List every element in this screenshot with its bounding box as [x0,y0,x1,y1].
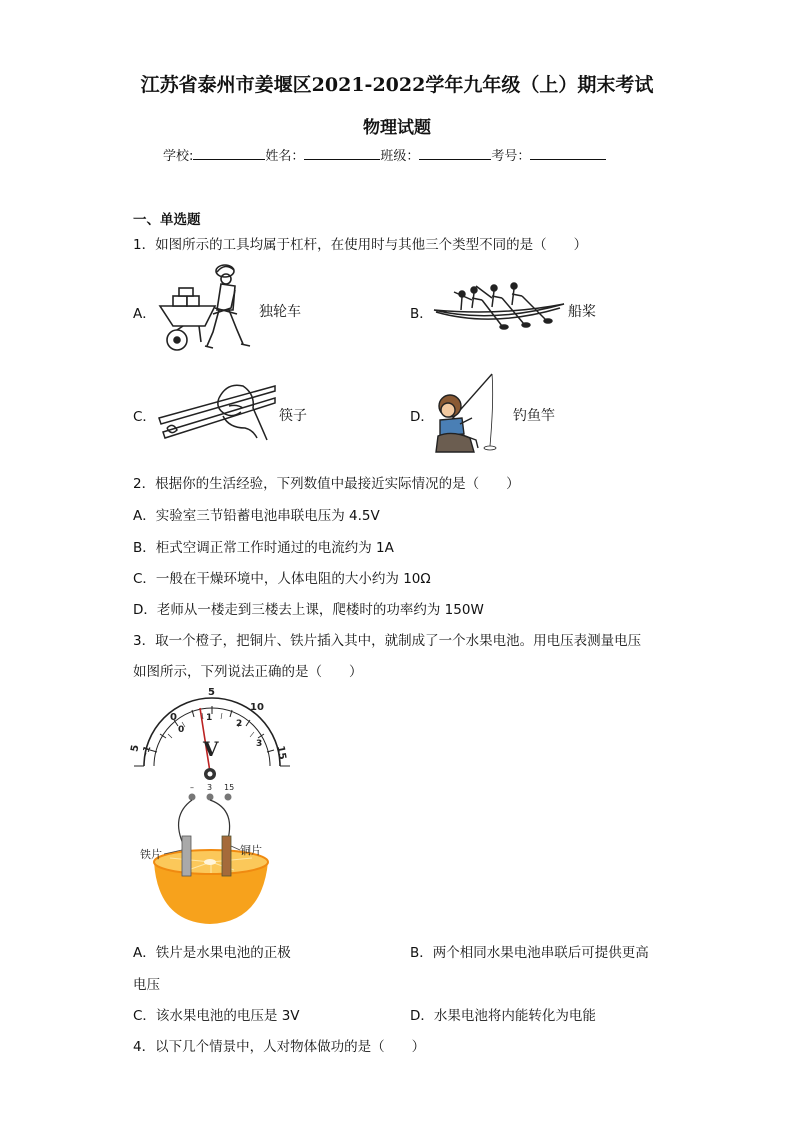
name-label: 姓名： [265,149,305,164]
school-blank[interactable] [193,147,265,160]
q2-option-d[interactable]: D．老师从一楼走到三楼去上课，爬楼时的功率约为 150W [133,602,484,618]
page-subtitle: 物理试题 [363,118,431,138]
q2-option-c[interactable]: C．一般在干燥环境中，人体电阻的大小约为 10Ω [133,571,431,587]
q1-option-b-label: 船桨 [568,304,596,320]
end-label-right: 15 [274,745,288,761]
meter-symbol: V [203,737,219,761]
scale-top-5: 5 [208,687,215,698]
wheelbarrow-image [155,262,260,357]
fruit-battery-figure [130,686,295,931]
q3-option-b[interactable]: B．两个相同水果电池串联后可提供更高 [410,945,649,961]
q2-option-b[interactable]: B．柜式空调正常工作时通过的电流约为 1A [133,540,394,556]
exam-no-label: 考号： [491,149,531,164]
class-label: 班级： [380,149,420,164]
q3-option-a[interactable]: A．铁片是水果电池的正极 [133,945,291,961]
scale-bottom-1: 1 [206,713,213,723]
chopsticks-image [157,378,277,446]
iron-plate [182,836,191,876]
q1-option-a-letter[interactable]: A． [133,306,156,322]
q1-option-a-label: 独轮车 [259,304,301,320]
q1-option-c-label: 筷子 [279,408,307,424]
scale-top-10: 10 [250,702,264,713]
fishing-boy-image [432,370,502,456]
scale-top-0: 0 [170,712,177,723]
scale-bottom-2: 2 [236,719,243,729]
q1-option-d-letter[interactable]: D． [410,409,434,425]
terminal-15 [225,794,232,801]
q2-option-a[interactable]: A．实验室三节铅蓄电池串联电压为 4.5V [133,508,380,524]
copper-plate [222,836,231,876]
name-blank[interactable] [304,147,380,160]
q3-option-b-continued: 电压 [133,977,160,993]
scale-bottom-3: 3 [256,739,263,749]
terminal-minus [189,794,196,801]
terminal-3 [207,794,214,801]
copper-label: 铜片 [240,844,262,857]
q3-stem-line2: 如图所示，下列说法正确的是（ ） [133,664,363,680]
q1-option-d-label: 钓鱼竿 [513,408,555,424]
rowing-boat-image [432,280,567,332]
q2-stem: 2．根据你的生活经验，下列数值中最接近实际情况的是（ ） [133,476,520,492]
terminal-minus-label: – [190,783,194,792]
class-blank[interactable] [419,147,491,160]
q1-stem: 1．如图所示的工具均属于杠杆，在使用时与其他三个类型不同的是（ ） [133,237,588,253]
q1-option-b-letter[interactable]: B． [410,306,433,322]
end-label-left: 5 [129,744,142,753]
end-label-left-minus: -1 [140,744,154,758]
iron-label: 铁片 [140,848,162,861]
scale-bottom-0: 0 [178,725,185,735]
terminal-3-label: 3 [207,783,213,792]
school-label: 学校: [163,149,194,164]
section-title: 一、单选题 [133,212,201,228]
q3-option-c[interactable]: C．该水果电池的电压是 3V [133,1008,300,1024]
q3-option-d[interactable]: D．水果电池将内能转化为电能 [410,1008,596,1024]
exam-no-blank[interactable] [530,147,606,160]
q4-stem: 4．以下几个情景中，人对物体做功的是（ ） [133,1039,426,1055]
student-info-row [163,145,606,164]
q1-option-c-letter[interactable]: C． [133,409,156,425]
q3-stem-line1: 3．取一个橙子，把铜片、铁片插入其中，就制成了一个水果电池。用电压表测量电压 [133,633,642,649]
terminal-15-label: 15 [224,783,235,792]
page-title: 江苏省泰州市姜堰区2021-2022学年九年级（上）期末考试 [140,74,654,96]
